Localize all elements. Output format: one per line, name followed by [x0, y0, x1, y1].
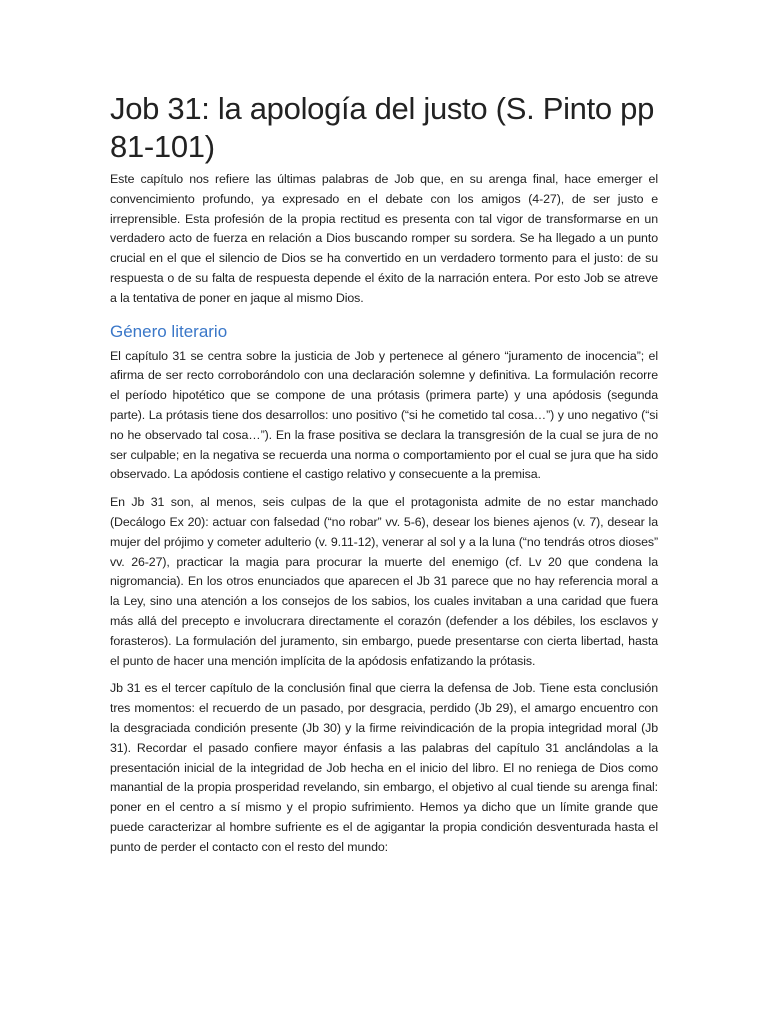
body-paragraph-1: El capítulo 31 se centra sobre la justicia de Job y pertenece al género “juramento de inocencia”; el afirma de ser recto corroborándolo con una declaración solemne y definitiva. La formulación recorre el período hipotético que se compone de una prótasis (primera parte) y una apódosis (segunda parte). La prótasis tiene dos desarrollos: uno positivo (“si he cometido tal cosa…”) y uno negativo (“si no he observado tal cosa…”). En la frase positiva se declara la transgresión de la cual se jura de no ser culpable; en la negativa se recuerda una norma o comportamiento por el cual se jura que ha sido observado. La apódosis contiene el castigo relativo y consecuente a la premisa.	[110, 348, 658, 482]
body-paragraph-2: En Jb 31 son, al menos, seis culpas de la que el protagonista admite de no estar manchado (Decálogo Ex 20): actuar con falsedad (“no robar” vv. 5-6), desear los bienes ajenos (v. 7), desear la mujer del prójimo y cometer adulterio (v. 9.11-12), venerar al sol y a la luna (“no tendrás otros dioses” vv. 26-27), practicar la magia para procurar la muerte del enemigo (cf. Lv 20 que condena la nigromancia). En los otros enunciados que aparecen el Jb 31 parece que no hay referencia moral a la Ley, sino una atención a los consejos de los sabios, los cuales invitaban a una caridad que fuera más allá del precepto e involucrara directamente el corazón (defender a los débiles, los esclavos y forasteros). La formulación del juramento, sin embargo, puede presentarse con cierta libertad, hasta el punto de hacer una mención implícita de la apódosis enfatizando la prótasis.	[110, 495, 658, 668]
section-heading: Género literario	[110, 321, 228, 341]
body-paragraph-3: Jb 31 es el tercer capítulo de la conclusión final que cierra la defensa de Job. Tiene esta conclusión tres momentos: el recuerdo de un pasado, por desgracia, perdido (Jb 29), el amargo encuentro con la desgraciada condición presente (Jb 30) y la firme reivindicación de la propia integridad moral (Jb 31). Recordar el pasado confiere mayor énfasis a las palabras del capítulo 31 anclándolas a la presentación inicial de la integridad de Job hecha en el inicio del libro. El no reniega de Dios como manantial de la propia prosperidad revelando, sin embargo, el objetivo al cual tiende su arenga final: poner en el centro a sí mismo y el propio sufrimiento. Hemos ya dicho que un límite grande que puede caracterizar al hombre sufriente es el de agigantar la propia condición desventurada hasta el punto de perder el contacto con el resto del mundo:	[110, 681, 658, 854]
intro-paragraph: Este capítulo nos refiere las últimas palabras de Job que, en su arenga final, hace emerger el convencimiento profundo, ya expresado en el debate con los amigos (4-27), de ser justo e irreprensible. Esta profesión de la propia rectitud es presenta con tal vigor de transformarse en un verdadero acto de fuerza en relación a Dios buscando romper su sordera. Se ha llegado a un punto crucial en el que el silencio de Dios se ha convertido en un verdadero tormento para el justo: de su respuesta o de su falta de respuesta depende el éxito de la narración entera. Por esto Job se atreve a la tentativa de poner en jaque al mismo Dios.	[110, 172, 658, 305]
document-title: Job 31: la apología del justo (S. Pinto pp 81-101)	[110, 91, 655, 164]
